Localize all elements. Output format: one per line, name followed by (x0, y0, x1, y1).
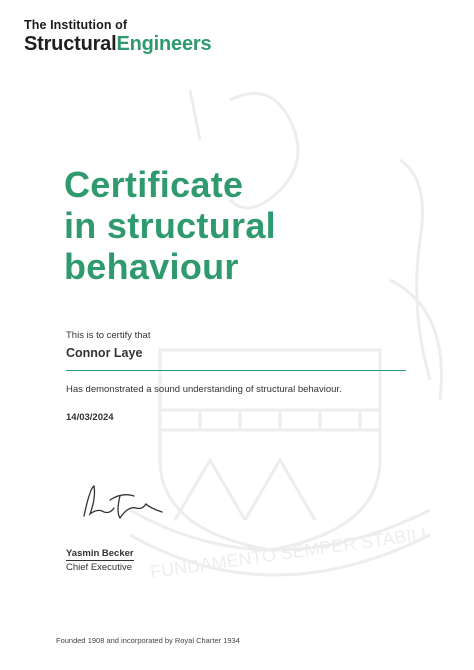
signatory-role: Chief Executive (66, 562, 133, 573)
title-line-2: in structural (64, 205, 276, 246)
title-line-3: behaviour (64, 246, 239, 287)
recipient-name: Connor Laye (66, 346, 143, 360)
institution-logo (24, 18, 211, 56)
signatory-name: Yasmin Becker (66, 548, 134, 559)
logo-line1: The Institution of (24, 18, 128, 32)
certificate-title (64, 164, 364, 287)
title-line-1: Certificate (64, 164, 244, 205)
logo-line2 (24, 33, 211, 56)
name-underline (66, 370, 406, 371)
issue-date: 14/03/2024 (66, 412, 114, 423)
certify-text: This is to certify that (66, 330, 151, 341)
crest-watermark (130, 80, 474, 600)
achievement-statement: Has demonstrated a sound understanding of structural behaviour. (66, 384, 342, 395)
logo-word-structural: Structural (24, 33, 117, 55)
logo-word-engineers: Engineers (116, 33, 212, 55)
footer-text: Founded 1908 and incorporated by Royal Charter 1934 (56, 636, 240, 645)
crest-motto: FUNDAMENTO SEMPER STABILI (149, 523, 428, 583)
signature-image (76, 478, 176, 528)
